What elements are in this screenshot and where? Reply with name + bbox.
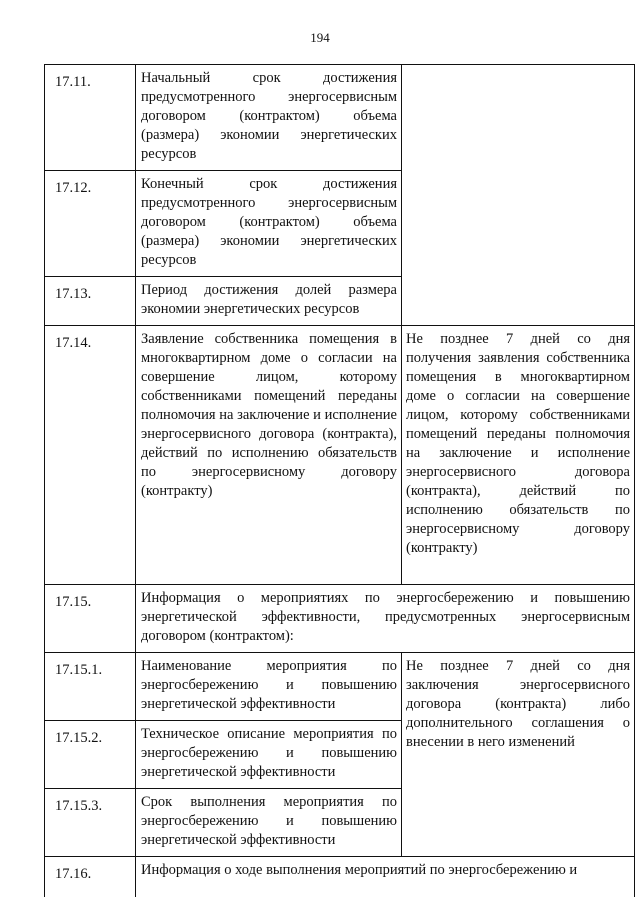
table-row <box>45 326 635 585</box>
page-number: 194 <box>310 30 330 45</box>
item-name: Конечный срок достижения предусмотренного энергосервисным договором (контрактом) объема (размера) экономии энергетических ресурсов <box>136 171 402 277</box>
table-row <box>45 65 635 171</box>
item-name: Техническое описание мероприятия по энергосбережению и повышению энергетической эффективности <box>136 721 402 789</box>
item-number: 17.11. <box>45 65 136 171</box>
item-number: 17.15.1. <box>45 653 136 721</box>
item-number: 17.13. <box>45 277 136 326</box>
item-name: Период достижения долей размера экономии энергетических ресурсов <box>136 277 402 326</box>
item-name: Срок выполнения мероприятия по энергосбережению и повышению энергетической эффективности <box>136 789 402 857</box>
item-number: 17.16. <box>45 857 136 897</box>
item-name: Информация о мероприятиях по энергосбережению и повышению энергетической эффективности, предусмотренных энергосервисным договором (контрактом): <box>136 585 635 653</box>
term-cell-empty <box>402 65 635 326</box>
table-row <box>45 585 635 653</box>
table-row <box>45 857 635 897</box>
deadline-text: Не позднее 7 дней со дня заключения энергосервисного договора (контракта) либо дополнительного соглашения о внесении в него изменений <box>402 653 635 857</box>
item-name: Наименование мероприятия по энергосбережению и повышению энергетической эффективности <box>136 653 402 721</box>
item-number: 17.12. <box>45 171 136 277</box>
item-name: Заявление собственника помещения в многоквартирном доме о согласии на совершение лицом, которому собственниками помещений переданы полномочия на заключение и исполнение энергосервисного договора (контракта), действий по исполнению обязательств по энергосервисному договору (контракту) <box>136 326 402 585</box>
disclosure-table <box>44 64 635 897</box>
item-name: Информация о ходе выполнения мероприятий по энергосбережению и <box>136 857 635 897</box>
deadline-text: Не позднее 7 дней со дня получения заявления собственника помещения в многоквартирном доме о согласии на совершение лицом, которому собственниками помещений переданы полномочия на заключение и исполнение энергосервисного договора (контракта), действий по исполнению обязательств по энергосервисному договору (контракту) <box>402 326 635 585</box>
table-row <box>45 653 635 721</box>
item-number: 17.15.2. <box>45 721 136 789</box>
item-number: 17.15.3. <box>45 789 136 857</box>
item-number: 17.15. <box>45 585 136 653</box>
item-name: Начальный срок достижения предусмотренного энергосервисным договором (контрактом) объема (размера) экономии энергетических ресурсов <box>136 65 402 171</box>
item-number: 17.14. <box>45 326 136 585</box>
